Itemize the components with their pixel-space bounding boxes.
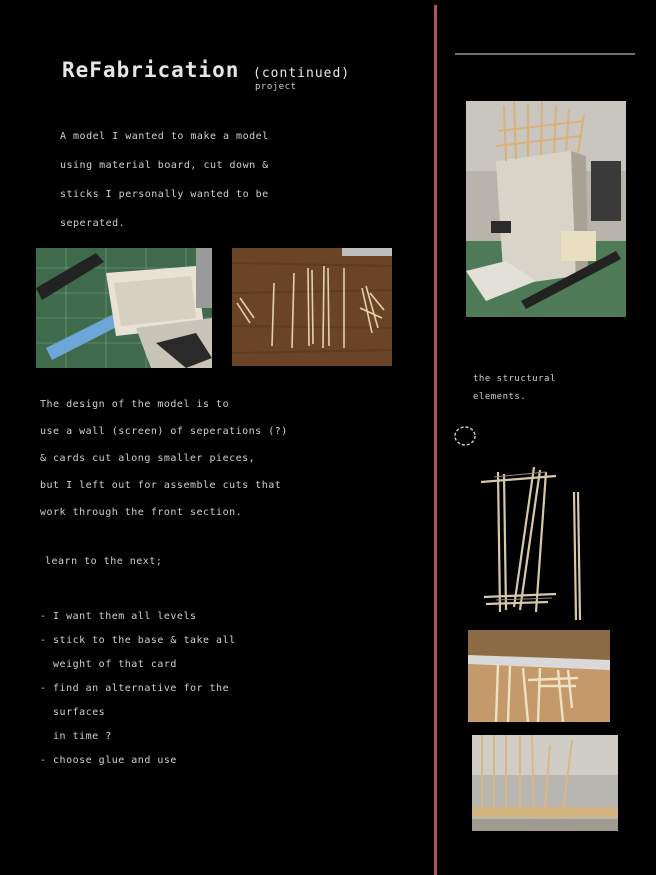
intro-text xyxy=(60,122,410,238)
tower-model-photo xyxy=(466,101,626,317)
list-item: - find an alternative for the xyxy=(40,683,230,694)
right-column-rule xyxy=(455,53,635,55)
page-title xyxy=(62,58,350,82)
base-detail-photo xyxy=(472,735,618,831)
page-title-text: ReFabrication xyxy=(62,58,240,82)
page-subtitle: project xyxy=(255,82,297,92)
list-item: in time ? xyxy=(40,731,112,742)
sticks-on-wood-photo xyxy=(232,248,392,366)
paragraph-line: work through the front section. xyxy=(40,507,243,518)
list-item: weight of that card xyxy=(40,659,177,670)
intro-line: seperated. xyxy=(60,218,126,229)
intro-line: sticks I personally wanted to be xyxy=(60,189,269,200)
intro-line: using material board, cut down & xyxy=(60,160,269,171)
paragraph-line: use a wall (screen) of seperations (?) xyxy=(40,426,288,437)
paragraph-line: The design of the model is to xyxy=(40,399,230,410)
paragraph-line: but I left out for assemble cuts that xyxy=(40,480,282,491)
paragraph-line: & cards cut along smaller pieces, xyxy=(40,453,256,464)
list-item: surfaces xyxy=(40,707,106,718)
list-item: - choose glue and use xyxy=(40,755,177,766)
next-steps-heading: learn to the next; xyxy=(45,556,163,567)
stick-structure-sketch xyxy=(476,462,588,622)
list-item: - stick to the base & take all xyxy=(40,635,236,646)
side-label-line: elements. xyxy=(473,392,527,402)
side-label-line: the structural xyxy=(473,374,556,384)
structural-elements-label xyxy=(473,370,556,406)
design-paragraph xyxy=(40,391,430,526)
sticks-closeup-photo xyxy=(468,630,610,722)
page-title-paren: (continued) xyxy=(253,66,351,81)
list-item: - I want them all levels xyxy=(40,611,197,622)
cards-on-mat-photo xyxy=(36,248,212,368)
next-steps-list xyxy=(40,605,340,773)
page-divider xyxy=(434,5,437,875)
intro-line: A model I wanted to make a model xyxy=(60,131,269,142)
circle-sketch-icon xyxy=(452,424,478,448)
